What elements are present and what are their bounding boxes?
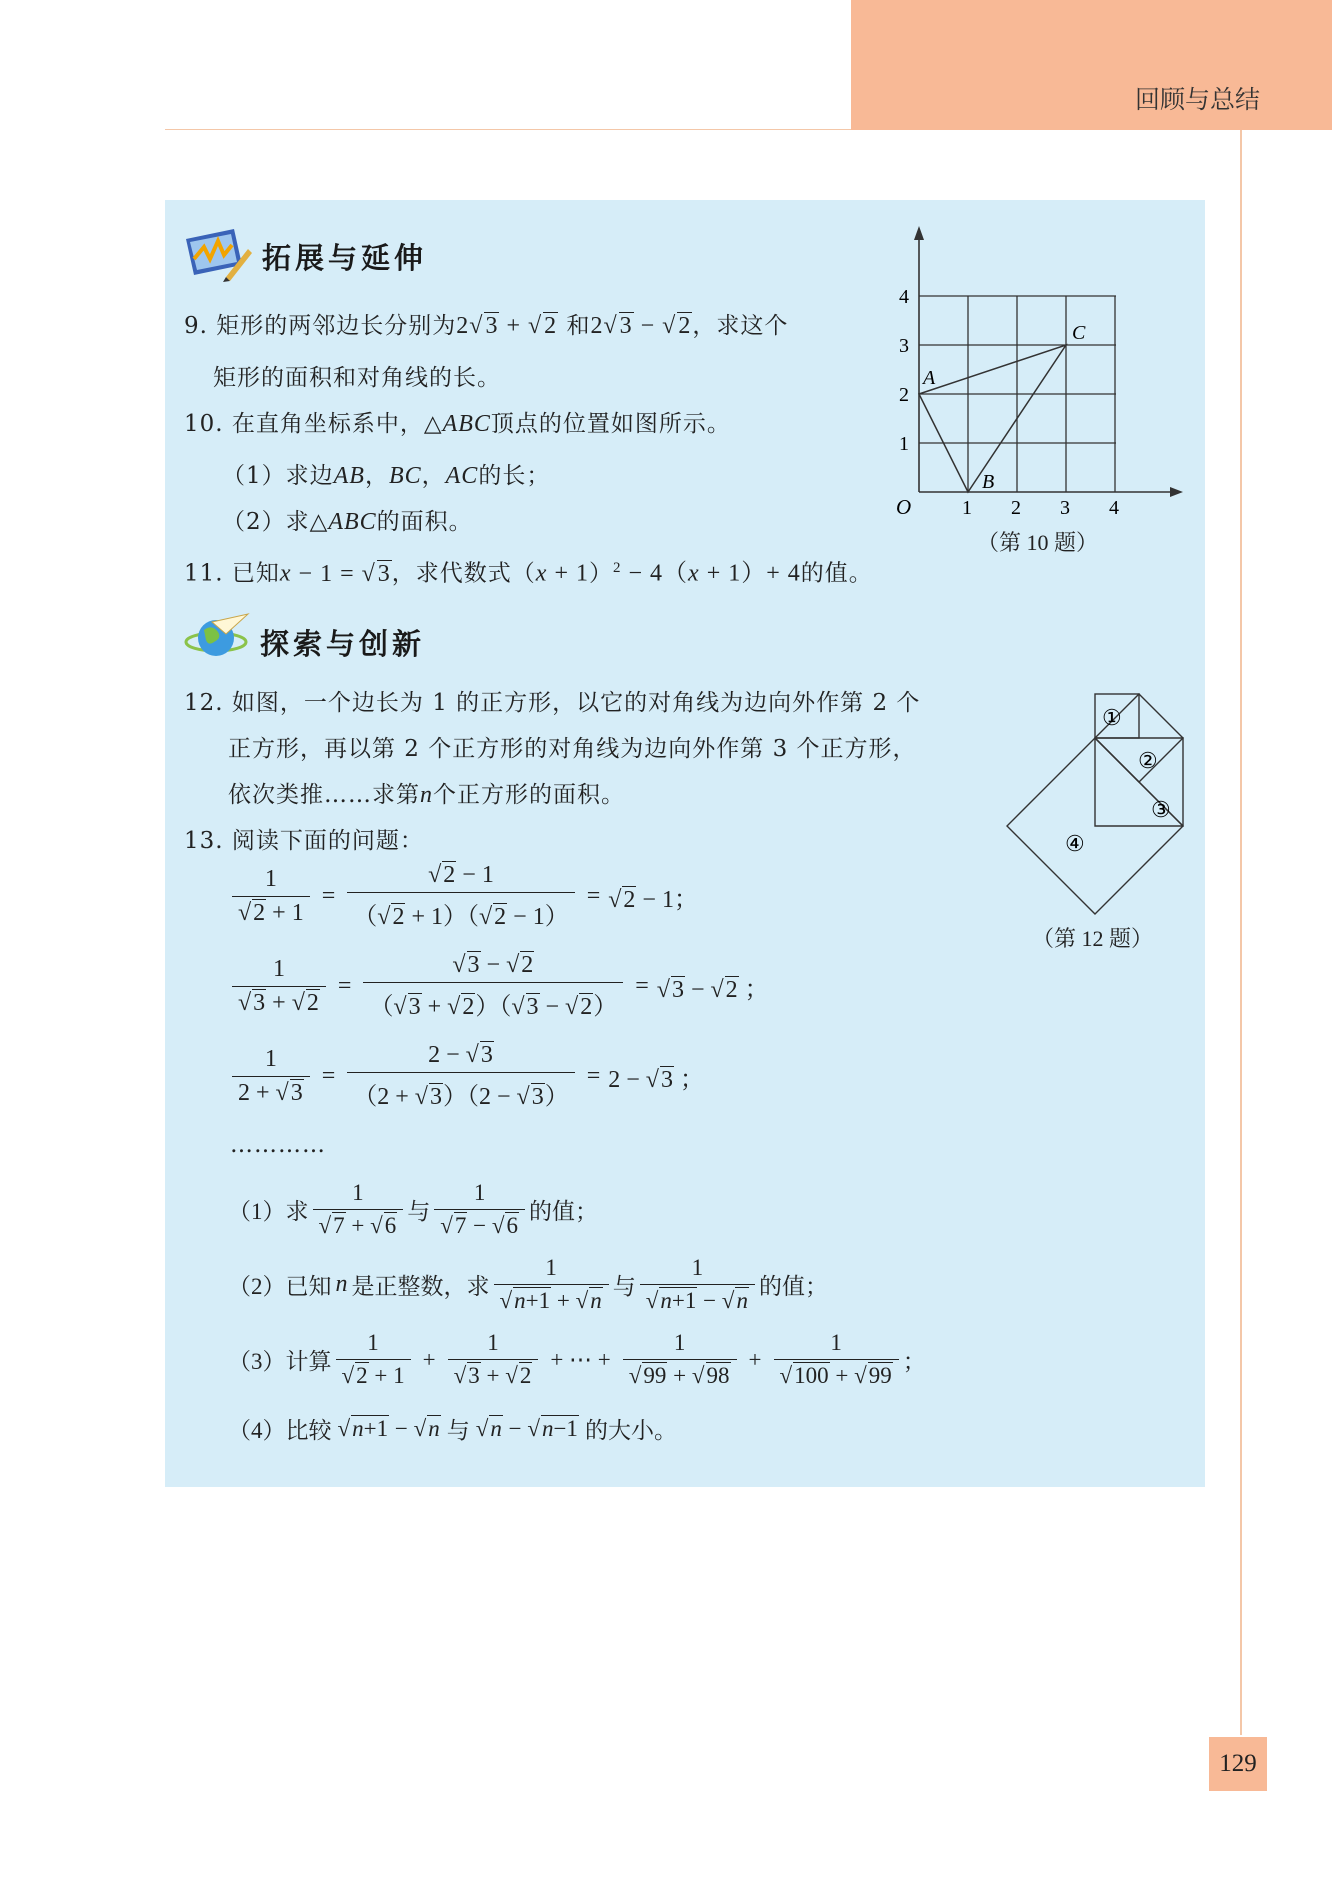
x-tick-label: 3 xyxy=(1060,497,1070,519)
part-text: 的大小。 xyxy=(584,1418,677,1443)
y-tick-label: 3 xyxy=(899,335,909,357)
page-number: 129 xyxy=(1209,1737,1267,1791)
question-10: 10. 在直角坐标系中，△ABC顶点的位置如图所示。 xyxy=(184,411,731,437)
question-number: 11. xyxy=(184,560,224,587)
question-10-part2: （2）求△ABC的面积。 xyxy=(222,509,473,535)
part-text: 与 xyxy=(612,1274,636,1299)
y-tick-label: 1 xyxy=(899,433,909,455)
question-11: 11. 已知x − 1 = √3，求代数式$(x + 1)^2 - 4(x + 1)+ 4$的值。 xyxy=(184,560,873,587)
question-text: ，求代数式（ xyxy=(391,560,536,587)
label-1: ① xyxy=(1102,705,1122,730)
point-label-b: B xyxy=(982,471,995,493)
question-13-part2: （2）已知 n 是正整数，求 $\frac{1}{√n+1 + √n}$ 与 $\frac{1}{√n+1 - √n}$ 的值； xyxy=(228,1255,828,1313)
part-text: 的值； xyxy=(758,1274,828,1299)
question-text: 矩形的两邻边长分别为 xyxy=(216,313,457,339)
question-12 xyxy=(184,688,920,718)
triangle-abc xyxy=(919,345,1066,492)
question-text: 如图，一个边长为 1 的正方形，以它的对角线为边向外作第 2 个 xyxy=(231,690,921,716)
question-text: 的值。 xyxy=(800,560,873,587)
part-text: 的长； xyxy=(478,463,551,489)
part-text: ， xyxy=(421,463,446,489)
question-9: 9. 矩形的两邻边长分别为2√3 + √2 和2√3 − √2，求这个 xyxy=(184,313,789,339)
figure-12-caption: （第 12 题） xyxy=(1032,926,1154,951)
part-text: （2）求△ xyxy=(222,509,329,535)
header-divider xyxy=(165,129,851,130)
question-10-part1: （1）求边AB，BC，AC的长； xyxy=(222,463,551,489)
question-text: 和 xyxy=(566,313,591,339)
question-text: 已知 xyxy=(231,560,280,587)
example-equation-1: $\frac{1}{√2 + 1}$ = $\frac{√2 - 1}{(√2 + 1)(√2 - 1)}$ = √2 − 1； xyxy=(228,862,698,931)
example-equation-3: $\frac{1}{2 + √3}$ = $\frac{2 - √3}{(2 + √3)(2 - √3)}$ = 2 − √3 ； xyxy=(228,1042,704,1111)
side-divider xyxy=(1240,130,1242,1735)
part-text: ， xyxy=(364,463,389,489)
question-text: 依次类推……求第 xyxy=(228,782,420,808)
question-13 xyxy=(184,826,424,856)
part-text: （2）已知 xyxy=(228,1274,332,1299)
part-text: 与 xyxy=(446,1418,470,1443)
question-number: 10. xyxy=(184,411,224,437)
question-number: 9. xyxy=(184,313,208,339)
x-tick-label: 2 xyxy=(1011,497,1021,519)
question-9-line2: 矩形的面积和对角线的长。 xyxy=(213,365,501,391)
section-heading-exploration xyxy=(182,612,425,672)
figure-10-coordinate-plane xyxy=(890,220,1200,560)
x-tick-label: 4 xyxy=(1109,497,1119,519)
y-axis-arrow-icon xyxy=(914,226,924,240)
question-12-line3: 依次类推……求第n个正方形的面积。 xyxy=(228,782,625,808)
part-text: 与 xyxy=(407,1199,431,1224)
figure-10-caption: （第 10 题） xyxy=(977,530,1099,555)
question-12-line2: 正方形，再以第 2 个正方形的对角线为边向外作第 3 个正方形， xyxy=(228,736,917,762)
origin-label: O xyxy=(896,495,912,519)
question-13-part3: （3）计算 $\frac{1}{√2 + 1}$ + $\frac{1}{√3 + √2}$ + ⋯ + $\frac{1}{√99 + √98}$ + $\frac{1}{√100 + √99}$ ； xyxy=(228,1330,926,1388)
section-title: 拓展与延伸 xyxy=(262,240,428,275)
point-label-c: C xyxy=(1072,322,1086,344)
part-text: 是正整数，求 xyxy=(351,1274,490,1299)
chart-pencil-icon xyxy=(182,225,254,287)
x-tick-label: 1 xyxy=(962,497,972,519)
section-title: 探索与创新 xyxy=(260,626,426,661)
question-text: 顶点的位置如图所示。 xyxy=(490,411,731,437)
globe-paper-plane-icon xyxy=(182,612,252,672)
x-axis-arrow-icon xyxy=(1170,487,1183,497)
part-text: （1）求 xyxy=(228,1199,309,1224)
label-3: ③ xyxy=(1151,797,1171,822)
part-text: 的值； xyxy=(528,1199,598,1224)
part-text: （3）计算 xyxy=(228,1349,332,1374)
grid xyxy=(919,296,1116,492)
part-text: （1）求边 xyxy=(222,463,334,489)
point-label-a: A xyxy=(923,367,936,389)
y-tick-label: 2 xyxy=(899,384,909,406)
section-heading-extension xyxy=(182,225,427,287)
figure-12-squares xyxy=(995,685,1195,915)
label-4: ④ xyxy=(1065,831,1085,856)
ellipsis-dots: ………… xyxy=(230,1132,326,1158)
question-text: 在直角坐标系中，△ xyxy=(231,411,443,437)
question-text: ） xyxy=(589,560,613,587)
question-text: 阅读下面的问题： xyxy=(231,828,424,854)
question-text: ，求这个 xyxy=(692,313,789,339)
chapter-title: 回顾与总结 xyxy=(1134,85,1260,114)
question-text: 个正方形的面积。 xyxy=(433,782,625,808)
part-text: （4）比较 xyxy=(228,1418,332,1443)
question-13-part4: （4）比较 √n+1 − √n 与 √n − √n−1 的大小。 xyxy=(228,1412,677,1445)
label-2: ② xyxy=(1138,748,1158,773)
y-tick-label: 4 xyxy=(899,286,909,308)
part-text: 的面积。 xyxy=(376,509,473,535)
question-number: 13. xyxy=(184,828,224,854)
example-equation-2: $\frac{1}{√3 + √2}$ = $\frac{√3 - √2}{(√3 + √2)(√3 - √2)}$ = √3 − √2 ； xyxy=(228,952,769,1021)
question-13-part1: （1）求 $\frac{1}{√7 + √6}$ 与 $\frac{1}{√7 - √6}$ 的值； xyxy=(228,1180,598,1238)
question-number: 12. xyxy=(184,690,224,716)
